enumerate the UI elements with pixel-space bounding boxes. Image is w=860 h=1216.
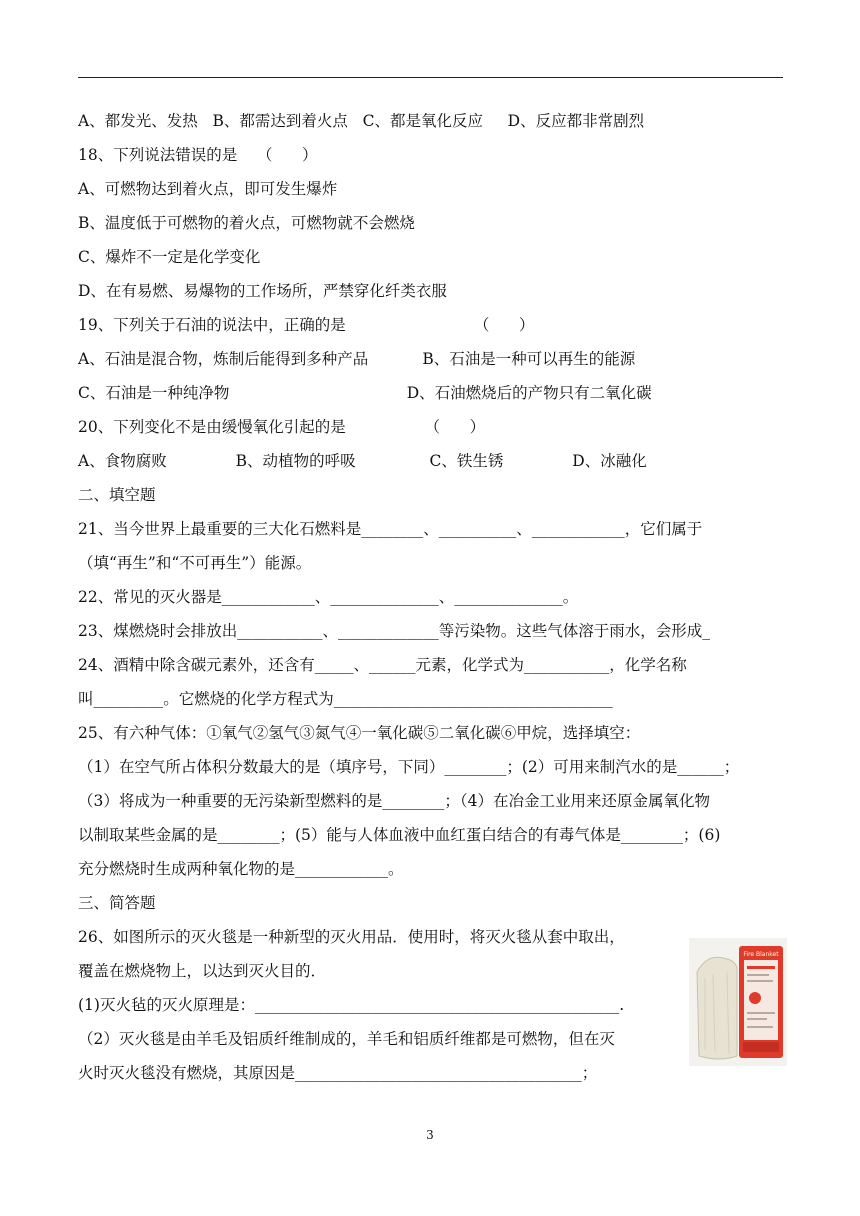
- q24-line1: 24、酒精中除含碳元素外，还含有_____、______元素，化学式为___________，化学名称: [78, 656, 687, 674]
- q25-line4: 充分燃烧时生成两种氧化物的是____________。: [78, 860, 404, 878]
- q18-option-a: A、可燃物达到着火点，即可发生爆炸: [78, 180, 338, 198]
- q26-sub2-line1: （2）灭火毯是由羊毛及铝质纤维制成的，羊毛和铝质纤维都是可燃物，但在灭: [78, 1030, 615, 1048]
- q17-options: A、都发光、发热 B、都需达到着火点 C、都是氧化反应 D、反应都非常剧烈: [78, 112, 645, 130]
- q24-line2: 叫_________。它燃烧的化学方程式为____________________________________: [78, 690, 613, 708]
- q26-sub1: (1)灭火毡的灭火原理是：_______________________________________________.: [78, 996, 625, 1014]
- q20-stem: 20、下列变化不是由缓慢氧化引起的是 （ ）: [78, 418, 486, 436]
- q18-stem: 18、下列说法错误的是 （ ）: [78, 146, 318, 164]
- q21-line2: （填“再生”和“不可再生”）能源。: [78, 554, 312, 572]
- q25-line1: （1）在空气所占体积分数最大的是（填序号，下同）________；(2）可用来制汽水的是______；: [78, 758, 740, 776]
- q26-sub2-line2: 火时灭火毯没有燃烧，其原因是_____________________________________；: [78, 1064, 598, 1082]
- q19-options-ab: A、石油是混合物，炼制后能得到多种产品 B、石油是一种可以再生的能源: [78, 350, 636, 368]
- q21-line1: 21、当今世界上最重要的三大化石燃料是________、__________、____________，它们属于: [78, 520, 703, 538]
- section-fill-in-heading: 二、填空题: [78, 486, 156, 504]
- q18-option-c: C、爆炸不一定是化学变化: [78, 248, 261, 266]
- q26-line2: 覆盖在燃烧物上，以达到灭火目的．: [78, 962, 327, 980]
- header-rule: [78, 77, 783, 78]
- fire-blanket-image: [689, 938, 787, 1066]
- q26-line1: 26、如图所示的灭火毯是一种新型的灭火用品．使用时，将灭火毯从套中取出，: [78, 928, 625, 946]
- blanket-label: Fire Blanket: [743, 951, 779, 958]
- q18-option-b: B、温度低于可燃物的着火点，可燃物就不会燃烧: [78, 214, 415, 232]
- q25-line3: 以制取某些金属的是________；(5）能与人体血液中血红蛋白结合的有毒气体是________；(6): [78, 826, 721, 844]
- q25-line2: （3）将成为一种重要的无污染新型燃料的是________；（4）在冶金工业用来还原金属氧化物: [78, 792, 710, 810]
- q18-option-d: D、在有易燃、易爆物的工作场所，严禁穿化纤类衣服: [78, 282, 447, 300]
- page-number: 3: [426, 1128, 434, 1142]
- section-short-answer-heading: 三、简答题: [78, 894, 156, 912]
- q19-options-cd: C、石油是一种纯净物 D、石油燃烧后的产物只有二氧化碳: [78, 384, 652, 402]
- q22: 22、常见的灭火器是____________、______________、______________。: [78, 588, 579, 606]
- q19-stem: 19、下列关于石油的说法中，正确的是 （ ）: [78, 316, 535, 334]
- q23: 23、煤燃烧时会排放出___________、_____________等污染物。这些气体溶于雨水，会形成_: [78, 622, 710, 640]
- q25-stem: 25、有六种气体：①氧气②氢气③氮气④一氧化碳⑤二氧化碳⑥甲烷，选择填空：: [78, 724, 641, 742]
- q20-options: A、食物腐败 B、动植物的呼吸 C、铁生锈 D、冰融化: [78, 452, 647, 470]
